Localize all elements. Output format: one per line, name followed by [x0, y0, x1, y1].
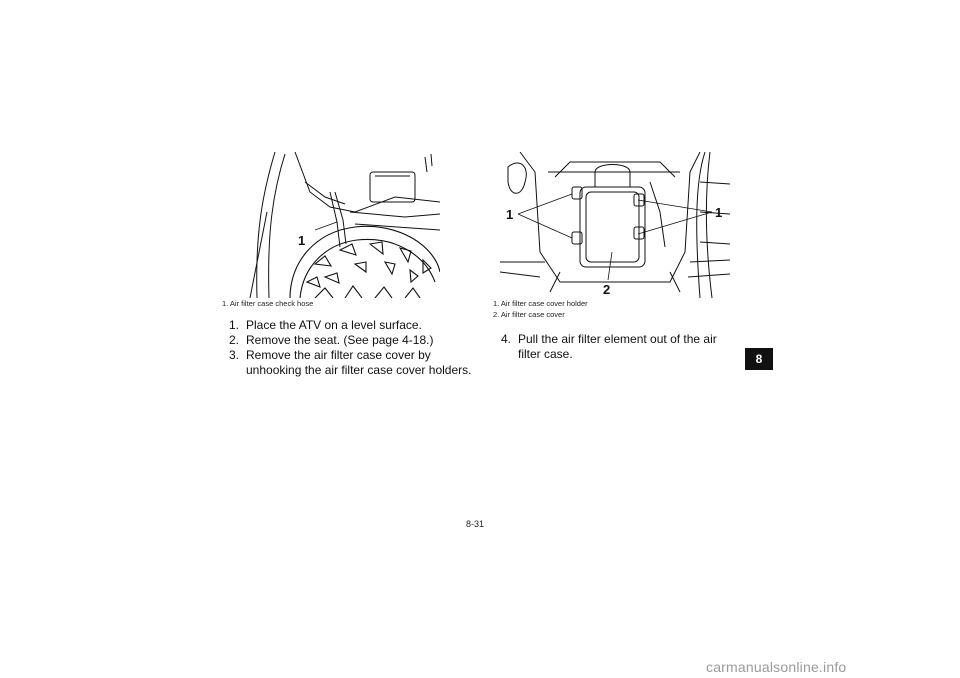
- page-number: 8-31: [466, 519, 485, 529]
- left-illustration-drawing: [245, 152, 440, 298]
- step-4-number: 4.: [501, 332, 512, 346]
- right-steps: [497, 332, 741, 362]
- right-illustration: [500, 152, 730, 298]
- right-figure-caption-2: 2. Air filter case cover: [493, 310, 565, 319]
- step-1: [225, 318, 477, 333]
- left-figure-caption: 1. Air filter case check hose: [222, 299, 314, 308]
- left-steps: [225, 318, 477, 378]
- right-callout-1-right: 1: [715, 205, 723, 220]
- watermark: carmanualsonline.info: [706, 659, 847, 675]
- step-3: [225, 348, 477, 378]
- step-1-text: Place the ATV on a level surface.: [246, 318, 422, 332]
- step-2-text: Remove the seat. (See page 4-18.): [246, 333, 434, 347]
- step-4-text: Pull the air filter element out of the air filter case.: [518, 332, 717, 361]
- right-callout-2: 2: [603, 282, 611, 297]
- step-2-number: 2.: [229, 333, 240, 347]
- left-callout-1: 1: [298, 233, 306, 248]
- step-4: [497, 332, 741, 362]
- chapter-tab: 8: [745, 348, 773, 370]
- right-illustration-drawing: [500, 152, 730, 298]
- right-figure-caption-1: 1. Air filter case cover holder: [493, 299, 588, 308]
- left-illustration: [245, 152, 440, 298]
- step-2: [225, 333, 477, 348]
- step-3-number: 3.: [229, 348, 240, 362]
- step-1-number: 1.: [229, 318, 240, 332]
- right-callout-1-left: 1: [506, 207, 514, 222]
- step-3-text: Remove the air filter case cover by unhooking the air filter case cover holders.: [246, 348, 472, 377]
